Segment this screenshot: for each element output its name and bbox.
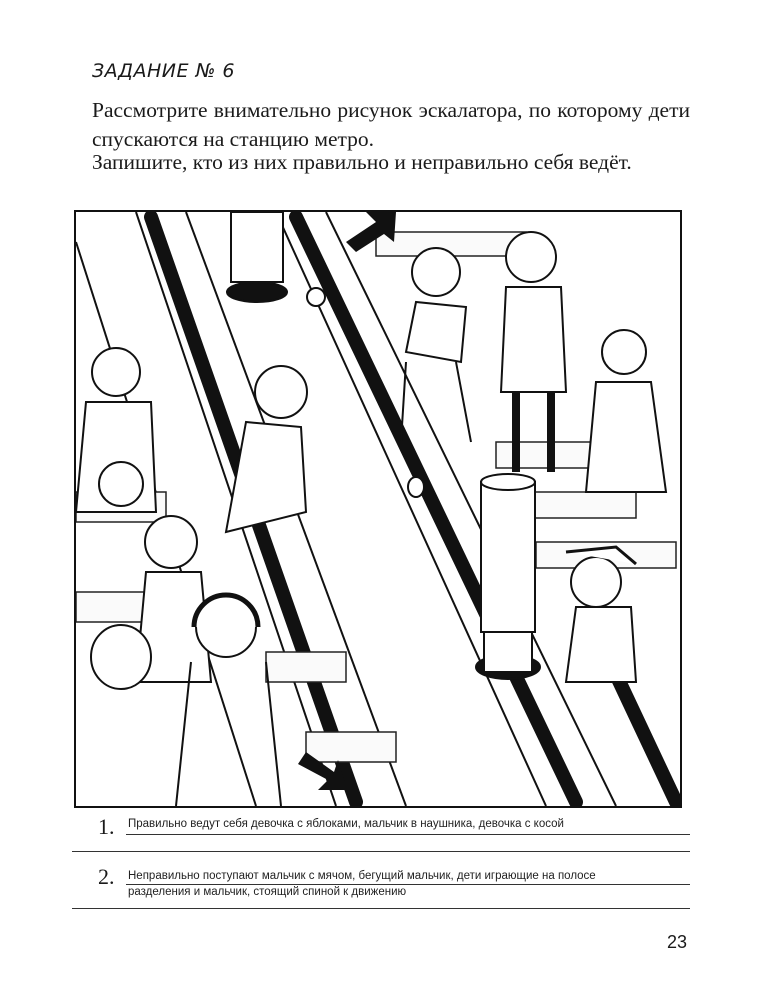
escalator-illustration bbox=[74, 210, 682, 808]
task-instruction-2: Запишите, кто из них правильно и неправильно себя ведёт. bbox=[92, 150, 632, 174]
page-number: 23 bbox=[666, 932, 687, 952]
answer-2-line-1[interactable]: Неправильно поступают мальчик с мячом, бегущий мальчик, дети играющие на полосе bbox=[128, 870, 596, 882]
task-instruction-1: Рассмотрите внимательно рисунок эскалатора, по которому дети спускаются на станцию метро. bbox=[92, 98, 690, 151]
answer-1-number: 1. bbox=[98, 814, 115, 839]
answer-2-number: 2. bbox=[98, 864, 115, 889]
answer-2-underline-2 bbox=[72, 908, 690, 909]
answer-1-underline bbox=[126, 834, 690, 835]
answer-2-underline-1 bbox=[126, 884, 690, 885]
answer-2-line-2[interactable]: разделения и мальчик, стоящий спиной к движению bbox=[128, 886, 407, 898]
task-title: ЗАДАНИЕ № 6 bbox=[92, 60, 235, 82]
separator-line bbox=[72, 851, 690, 852]
answer-1-line-1[interactable]: Правильно ведут себя девочка с яблоками, мальчик в наушника, девочка с косой bbox=[128, 818, 564, 830]
